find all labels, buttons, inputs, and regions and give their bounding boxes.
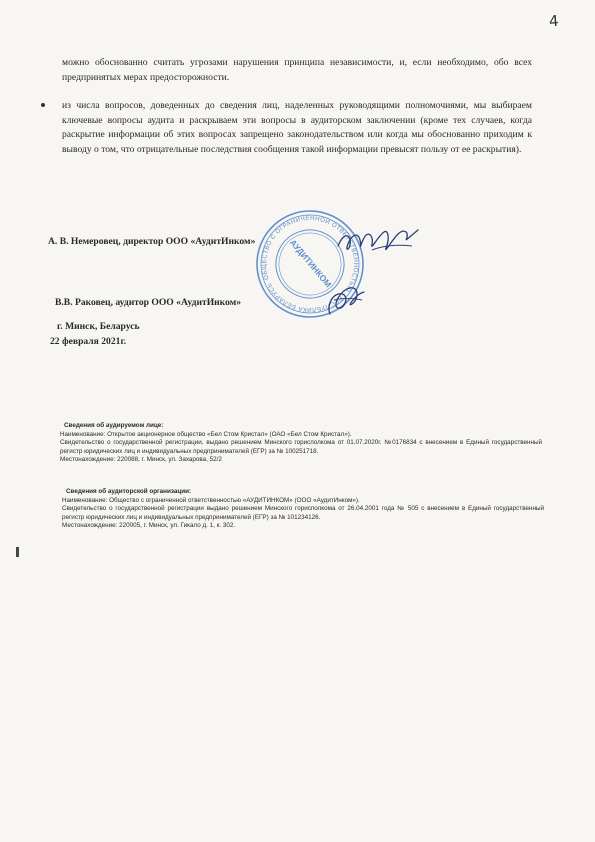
audited-entity-line: Местонахождение: 220088, г. Минск, ул. Захарова, 52/2 [60,456,222,464]
director-signature-line: А. В. Немеровец, директор ООО «АудитИнком» [48,236,256,247]
paragraph-continuation: можно обоснованно считать угрозами нарушения принципа независимости, и, если необходимо, обо всех предпринятых мерах предосторожности. [62,57,532,83]
audit-org-title: Сведения об аудиторской организации: [66,488,192,495]
bullet-text: из числа вопросов, доведенных до сведения лиц, наделенных руководящими полномочиями, мы выбираем ключевые вопросы аудита и раскрываем эти вопросы в аудиторском заключении (кроме тех случаев, когда раскрытие информации об этих вопросах запрещено законодательством или когда мы обоснованно приходим к выводу о том, что отрицательные последствия сообщения такой информации превысят пользу от ее раскрытия). [62,100,532,155]
scan-edge-mark [16,547,19,557]
page-number: 4 [548,11,560,31]
director-handwritten-signature-icon [332,218,422,268]
bullet-item [62,99,532,157]
audited-entity-info [60,422,542,465]
audited-entity-line: Свидетельство о государственной регистрации, выдано решением Минского горисполкома от 01.07.2020г. №0176834 с внесением в Единый государственный регистр юридических лиц и индивидуальных предпринимателей (ЕГР) за № 100251718. [60,439,542,455]
auditor-handwritten-signature-icon [320,280,370,320]
audit-org-line: Свидетельство о государственной регистрации выдано решением Минского горисполкома от 26.04.2001 года № 505 с внесением в Единый государственный регистр юридических лиц и индивидуальных предпринимателей (ЕГР) за № 101234126. [62,505,544,521]
audit-org-line: Местонахождение: 220005, г. Минск, ул. Гикало д. 1, к. 302. [62,522,236,530]
audit-org-line: Наименование: Общество с ограниченной ответственностью «АУДИТИНКОМ» (ООО «АудитИнком»). [62,496,360,504]
city: г. Минск, Беларусь [57,321,140,332]
stamp-center-text: АУДИТИНКОМ [287,237,334,290]
audit-org-info [62,488,544,531]
date: 22 февраля 2021г. [50,336,127,347]
bullet-dot-icon [41,103,45,107]
auditor-signature-line: В.В. Раковец, аудитор ООО «АудитИнком» [55,297,242,308]
audited-entity-title: Сведения об аудируемом лице: [64,422,164,429]
audited-entity-line: Наименование: Открытое акционерное общество «Бел Стом Кристал» (ОАО «Бел Стом Кристал»). [60,430,352,438]
stamp-outer-text: ОБЩЕСТВО С ОГРАНИЧЕННОЙ ОТВЕТСТВЕННОСТЬЮ · РЕСПУБЛИКА БЕЛАРУСЬ · [260,214,360,314]
